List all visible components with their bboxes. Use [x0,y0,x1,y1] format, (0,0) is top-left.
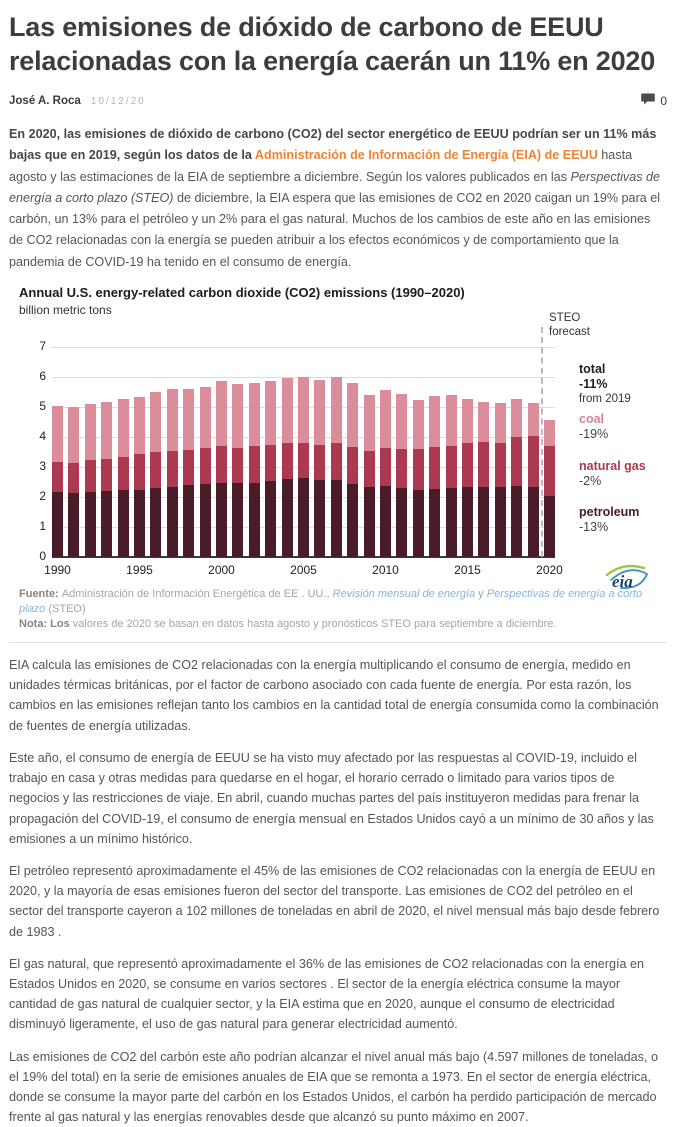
bar-segment-petroleum [380,486,391,557]
bar-2004 [282,378,293,557]
bar-segment-natural-gas [249,446,260,483]
bar-segment-petroleum [396,488,407,557]
text-segment: y [475,588,487,601]
bar-segment-petroleum [462,487,473,557]
bar-segment-natural-gas [216,446,227,483]
byline [9,92,667,110]
bar-1994 [118,399,129,557]
article-paragraph: El gas natural, que representó aproximadamente el 36% de las emisiones de CO2 relacionadas con la energía en Estados Unidos en 2020, se consume en varios sectores . El sector de la energía eléctrica consume la mayor cantidad de gas natural de cualquier sector, y la EIA estima que en 2020, aunque el consumo de electricidad disminuyó ligeramente, el uso de gas natural para generar electricidad aumentó. [9,956,644,1032]
bar-segment-coal [314,380,325,445]
bar-segment-coal [511,399,522,438]
bar-segment-petroleum [544,496,555,557]
bar-2010 [380,390,391,557]
annotation-petroleum-label: petroleum [579,505,640,520]
bar-2014 [446,395,457,557]
annotation-petroleum-change: -13% [579,520,609,535]
text-segment: hasta agosto y las estimaciones de la EIA de septiembre a diciembre. Según los valores publicados en las [9,148,633,184]
bar-segment-natural-gas [511,437,522,486]
bar-2019 [528,403,539,557]
bar-segment-natural-gas [85,460,96,492]
bar-segment-natural-gas [528,436,539,487]
y-tick-label: 1 [39,519,46,534]
x-tick-label: 2000 [208,563,235,578]
bar-segment-coal [200,387,211,448]
bar-segment-natural-gas [134,454,145,489]
inline-link[interactable]: Perspectivas de energía a corto plazo [19,588,643,616]
bar-segment-natural-gas [446,446,457,489]
bar-segment-petroleum [134,490,145,558]
y-tick-label: 2 [39,489,46,504]
bar-segment-petroleum [200,484,211,557]
annotation-natural-gas [579,459,646,489]
bar-segment-natural-gas [544,446,555,496]
bar-1998 [183,389,194,558]
bar-segment-natural-gas [478,442,489,487]
intro-paragraph [9,124,667,273]
bar-segment-coal [118,399,129,457]
bar-2001 [232,384,243,557]
bar-segment-natural-gas [150,452,161,488]
bar-segment-natural-gas [314,445,325,480]
bar-segment-petroleum [314,480,325,557]
article-paragraph: El petróleo representó aproximadamente el 45% de las emisiones de CO2 relacionadas con la energía de EEUU en 2020, y la mayoría de esas emisiones fueron del sector del transporte. Las emisiones de CO2 del petróleo en el sector del transporte cayeron a 102 millones de toneladas en abril de 2020, el nivel mensual más bajo desde febrero de 1983 . [9,863,660,939]
bar-2012 [413,400,424,557]
bar-segment-coal [396,394,407,450]
bar-1991 [68,407,79,557]
bar-2005 [298,377,309,557]
bar-segment-coal [347,383,358,447]
bar-segment-natural-gas [200,448,211,484]
annotation-natural-gas-change: -2% [579,474,602,489]
section-divider [9,642,667,643]
bar-segment-coal [495,403,506,443]
bar-1990 [52,406,63,557]
bar-segment-natural-gas [282,443,293,479]
bar-segment-petroleum [150,488,161,557]
bar-segment-petroleum [68,493,79,557]
y-tick-label: 6 [39,369,46,384]
bar-segment-natural-gas [52,462,63,492]
bar-1993 [101,402,112,557]
bar-2002 [249,383,260,557]
bar-segment-coal [101,402,112,459]
bar-segment-natural-gas [232,448,243,484]
bar-segment-natural-gas [101,459,112,491]
text-segment: (STEO) [45,603,86,616]
text-segment: En 2020, las emisiones de dióxido de carbono (CO2) del sector energético de EEUU podrían ser un 11% más bajas que en 2019, según los datos de la [9,127,657,163]
annotation-total-sub: from 2019 [579,393,631,406]
bar-segment-natural-gas [380,448,391,486]
article-paragraph: Este año, el consumo de energía de EEUU se ha visto muy afectado por las respuestas al COVID-19, incluido el trabajo en casa y otras medidas para quedarse en el hogar, el horario cerrado o limitado para varios tipos de negocios y las restricciones de viaje. En abril, cuando muchas partes del país instituyeron medidas para frenar la propagación del COVID-19, el consumo de energía mensual en Estados Unidos cayó a un mínimo de 30 años y las emisiones a un mínimo histórico. [9,750,654,846]
bar-segment-coal [183,389,194,450]
bar-segment-natural-gas [331,443,342,480]
bar-segment-petroleum [118,490,129,557]
bar-segment-coal [298,377,309,443]
text-segment: Perspectivas de energía a corto plazo (STEO) [9,169,661,205]
bar-segment-coal [282,378,293,443]
bar-segment-coal [478,402,489,442]
bar-segment-petroleum [232,483,243,557]
annotation-total-change: -11% [579,377,608,392]
publish-date: 10/12/20 [90,96,146,107]
bar-2017 [495,403,506,557]
y-tick-label: 0 [39,549,46,564]
bar-1996 [150,392,161,557]
annotation-coal [579,412,608,442]
bar-segment-petroleum [429,489,440,557]
eia-logo [601,559,651,600]
bar-segment-petroleum [478,487,489,557]
bar-segment-petroleum [511,486,522,557]
bar-1997 [167,389,178,557]
bar-segment-coal [150,392,161,452]
bar-2020 [544,420,555,557]
bar-segment-coal [134,397,145,454]
bar-segment-petroleum [298,478,309,557]
annotation-total-label: total [579,362,606,377]
bar-segment-petroleum [85,492,96,557]
bar-segment-coal [446,395,457,446]
x-tick-label: 1995 [126,563,153,578]
inline-link[interactable]: Revisión mensual de energía [332,588,476,601]
bar-2016 [478,402,489,557]
bar-segment-coal [544,420,555,446]
bar-segment-petroleum [183,485,194,557]
article-page [0,10,676,1127]
text-segment: Nota: Los [19,618,73,631]
bar-segment-natural-gas [495,443,506,487]
comments-count: 0 [660,94,667,108]
y-tick-label: 3 [39,459,46,474]
text-segment: de diciembre, la EIA espera que las emisiones de CO2 en 2020 caigan un 19% para el carbón, un 13% para el petróleo y un 2% para el gas natural. Muchos de los cambios de este año en las emisiones de CO2 relacionadas con la energía se pueden atribuir a los efectos económicos y de comportamiento que la pandemia de COVID-19 ha tenido en el consumo de energía. [9,190,661,269]
bar-1999 [200,387,211,557]
x-tick-label: 2020 [536,563,563,578]
bar-1995 [134,397,145,557]
bar-2000 [216,381,227,557]
text-segment: Administración de Información Energética de EE . UU., [61,588,333,601]
x-tick-label: 1990 [44,563,71,578]
emissions-chart [9,285,667,632]
page-title: Las emisiones de dióxido de carbono de EEUU relacionadas con la energía caerán un 11% en 2020 [9,12,656,76]
bar-segment-coal [364,395,375,451]
bar-segment-coal [68,407,79,462]
x-tick-label: 2010 [372,563,399,578]
bar-segment-petroleum [364,487,375,557]
annotation-total [579,362,631,407]
bar-segment-coal [528,403,539,436]
text-segment: Fuente: [19,588,62,601]
annotation-coal-change: -19% [579,427,609,442]
steo-forecast-label [549,311,590,339]
gridline [52,347,555,348]
text-segment: valores de 2020 se basan en datos hasta agosto y pronósticos STEO para septiembre a diciembre. [72,618,557,631]
comments-link[interactable] [641,92,667,110]
bar-segment-petroleum [347,484,358,557]
bar-segment-natural-gas [298,443,309,478]
bar-segment-natural-gas [183,450,194,486]
bar-segment-petroleum [101,491,112,557]
bar-segment-petroleum [52,492,63,557]
bar-segment-petroleum [528,487,539,557]
bar-2003 [265,381,276,557]
annotation-coal-label: coal [579,412,605,427]
bar-segment-coal [52,406,63,462]
bar-1992 [85,404,96,557]
bar-segment-coal [380,390,391,449]
bar-segment-petroleum [167,487,178,558]
bar-segment-coal [216,381,227,446]
bar-segment-petroleum [446,488,457,557]
chart-note [19,617,667,632]
bar-segment-coal [249,383,260,447]
chart-source-note [19,587,667,632]
bar-segment-coal [429,396,440,447]
chart-title: Annual U.S. energy-related carbon dioxide (CO2) emissions (1990–2020) [19,285,465,301]
bar-segment-natural-gas [265,445,276,481]
bar-segment-petroleum [216,483,227,557]
y-tick-label: 4 [39,429,46,444]
bar-2015 [462,399,473,557]
bar-2008 [347,383,358,557]
annotation-natural-gas-label: natural gas [579,459,646,474]
y-tick-label: 5 [39,399,46,414]
inline-link[interactable]: Administración de Información de Energía (EIA) de EEUU [254,148,598,163]
bar-segment-natural-gas [347,447,358,485]
chart-source [19,587,667,617]
bar-segment-natural-gas [118,457,129,490]
bar-2018 [511,399,522,557]
bar-segment-petroleum [413,490,424,558]
bar-segment-coal [462,399,473,443]
bar-segment-natural-gas [364,451,375,488]
x-tick-label: 2015 [454,563,481,578]
chart-y-axis-unit: billion metric tons [19,303,112,318]
bar-segment-coal [232,384,243,448]
bar-2006 [314,380,325,558]
steo-forecast-divider [541,327,543,557]
steo-forecast-line1: STEO [549,312,581,325]
bar-segment-coal [413,400,424,449]
bar-segment-petroleum [495,487,506,557]
bar-segment-petroleum [265,481,276,557]
author-name[interactable]: José A. Roca [9,95,81,107]
article-paragraph: EIA calcula las emisiones de CO2 relacionadas con la energía multiplicando el consumo de energía, medido en unidades térmicas británicas, por el factor de carbono asociado con cada fuente de energía. Por esta razón, los cambios en las emisiones reflejan tanto los cambios en la cantidad total de energía consumida como la combinación de fuentes de energía utilizadas. [9,658,659,733]
bar-2009 [364,395,375,557]
bar-segment-coal [265,381,276,446]
bar-segment-natural-gas [68,463,79,494]
bar-segment-natural-gas [462,443,473,487]
bar-segment-natural-gas [413,449,424,490]
bar-segment-coal [167,389,178,451]
bar-2007 [331,377,342,557]
bar-segment-petroleum [331,480,342,557]
bar-2011 [396,394,407,557]
annotation-petroleum [579,505,639,535]
comment-bubble-icon [641,92,655,110]
chart-plot-area [39,312,646,592]
bar-segment-natural-gas [429,447,440,489]
bar-segment-coal [331,377,342,442]
bar-2013 [429,396,440,557]
bar-segment-petroleum [282,479,293,557]
bar-segment-petroleum [249,483,260,557]
bar-segment-natural-gas [396,449,407,488]
bar-segment-natural-gas [167,451,178,487]
steo-forecast-line2: forecast [549,326,590,339]
svg-text:eia: eia [612,572,633,592]
y-tick-label: 7 [39,339,46,354]
bar-segment-coal [85,404,96,460]
x-tick-label: 2005 [290,563,317,578]
article-paragraph: Las emisiones de CO2 del carbón este año podrían alcanzar el nivel anual más bajo (4.597 millones de toneladas, o el 19% del total) en la serie de emisiones anuales de EIA que se remonta a 1973. En el sector de energía eléctrica, donde se consume la mayor parte del carbón en los Estados Unidos, el carbón ha perdido participación de mercado frente al gas natural y las energías renovables desde que alcanzó su punto máximo en 2007. [9,1049,658,1125]
article-body [9,655,667,1127]
